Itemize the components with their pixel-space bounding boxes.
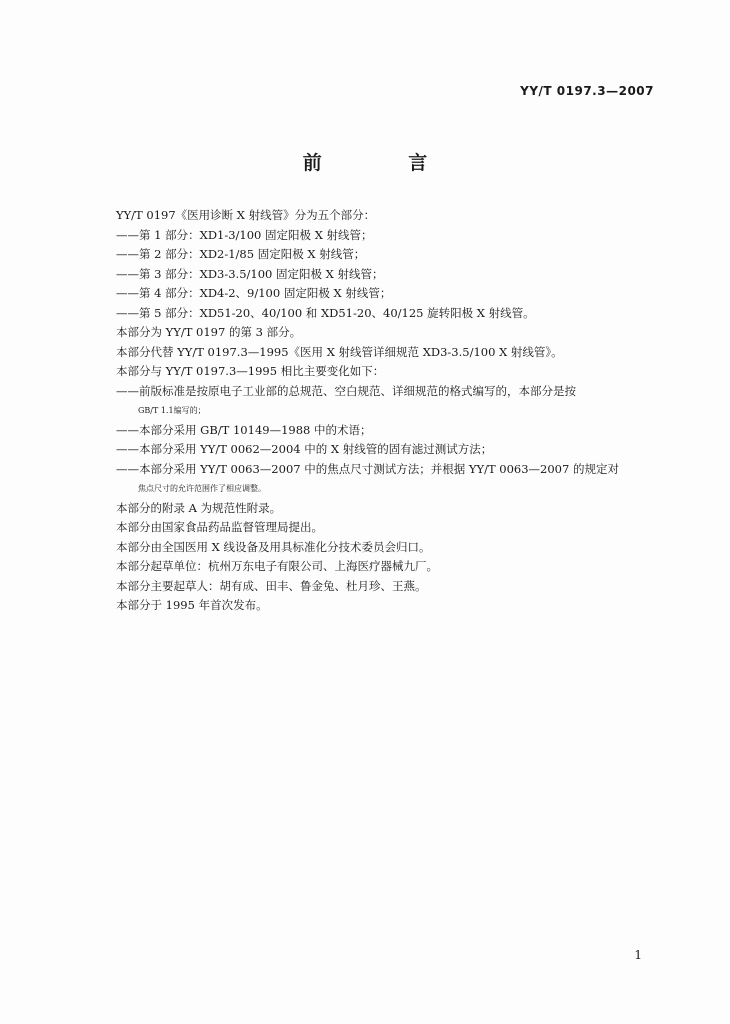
changes-intro: 本部分与 YY/T 0197.3—1995 相比主要变化如下：: [116, 364, 385, 378]
part-list-item: ——第 4 部分：XD4-2、9/100 固定阳极 X 射线管；: [116, 286, 392, 300]
annex-statement: 本部分的附录 A 为规范性附录。: [116, 500, 282, 515]
change-item-continuation: GB/T 1.1编写的；: [138, 406, 206, 415]
page-title: 前 言: [302, 152, 468, 174]
committee-statement: 本部分由全国医用 X 线设备及用具标准化分技术委员会归口。: [116, 539, 431, 554]
page-number: 1: [634, 948, 642, 962]
change-item-continuation: 焦点尺寸的允许范围作了相应调整。: [138, 484, 266, 493]
part-statement: 本部分为 YY/T 0197 的第 3 部分。: [116, 325, 302, 339]
drafters: 本部分主要起草人：胡有成、田丰、鲁金兔、杜月珍、王燕。: [116, 578, 427, 593]
change-item: ——本部分采用 YY/T 0062—2004 中的 X 射线管的固有滤过测试方法；: [116, 442, 493, 456]
change-item: ——本部分采用 YY/T 0063—2007 中的焦点尺寸测试方法；并根据 YY/T 0063—2007 的规定对: [116, 461, 619, 476]
part-list-item: ——第 5 部分：XD51-20、40/100 和 XD51-20、40/125 旋转阳极 X 射线管。: [116, 305, 535, 320]
change-item: ——前版标准是按原电子工业部的总规范、空白规范、详细规范的格式编写的，本部分是按: [116, 383, 576, 398]
drafting-units: 本部分起草单位：杭州万东电子有限公司、上海医疗器械九厂。: [116, 559, 438, 573]
first-issue-statement: 本部分于 1995 年首次发布。: [116, 598, 268, 612]
foreword-body: [116, 206, 656, 616]
intro-line: YY/T 0197《医用诊断 X 射线管》分为五个部分：: [116, 208, 376, 222]
proposer-statement: 本部分由国家食品药品监督管理局提出。: [116, 520, 323, 534]
standard-code: YY/T 0197.3—2007: [520, 84, 654, 98]
part-list-item: ——第 1 部分：XD1-3/100 固定阳极 X 射线管；: [116, 227, 373, 242]
replacement-statement: 本部分代替 YY/T 0197.3—1995《医用 X 射线管详细规范 XD3-3.5/100 X 射线管》。: [116, 344, 563, 359]
change-item: ——本部分采用 GB/T 10149—1988 中的术语；: [116, 422, 372, 437]
part-list-item: ——第 2 部分：XD2-1/85 固定阳极 X 射线管；: [116, 247, 366, 261]
part-list-item: ——第 3 部分：XD3-3.5/100 固定阳极 X 射线管；: [116, 266, 384, 281]
